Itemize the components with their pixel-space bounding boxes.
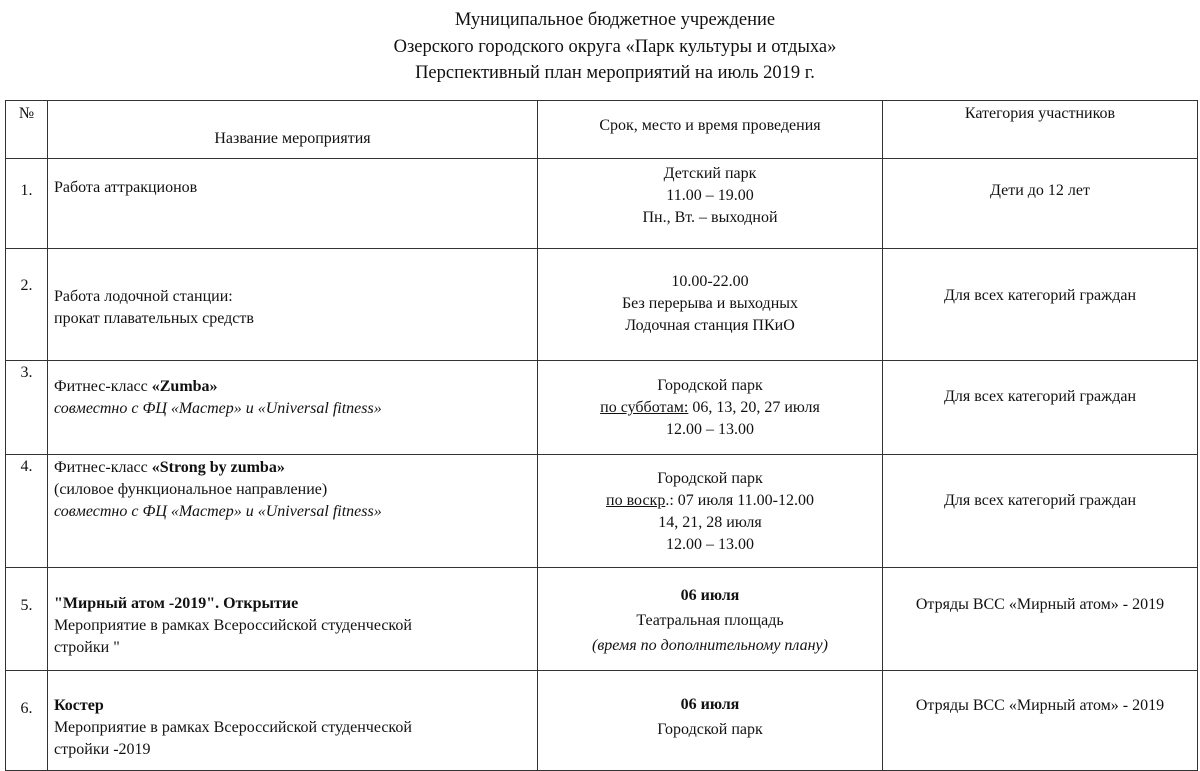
row-num: 2. (6, 249, 48, 361)
event-description: (силовое функциональное направление) (54, 481, 328, 498)
event-partners: совместно с ФЦ «Мастер» и «Universal fitness» (54, 400, 382, 417)
event-name-prefix: Фитнес-класс (54, 378, 152, 395)
event-time: 12.00 – 13.00 (666, 421, 754, 438)
event-partners: совместно с ФЦ «Мастер» и «Universal fitness» (54, 503, 382, 520)
document-title: Перспективный план мероприятий на июль 2019 г. (415, 63, 815, 83)
event-schedule: Без перерыва и выходных (621, 295, 798, 312)
event-time-note: (время по дополнительному плану) (592, 637, 828, 654)
event-time: 10.00-22.00 (671, 273, 749, 290)
table-row (6, 455, 1198, 568)
table-header-row (6, 101, 1198, 159)
col-header-name: Название мероприятия (48, 101, 538, 159)
event-name-prefix: Фитнес-класс (54, 459, 152, 476)
table-row (6, 361, 1198, 455)
event-dates: 06, 13, 20, 27 июля (688, 399, 820, 416)
row-num: 1. (6, 159, 48, 249)
event-days-off: Пн., Вт. – выходной (642, 209, 778, 226)
col-header-when: Срок, место и время проведения (538, 101, 883, 159)
table-row (6, 159, 1198, 249)
event-description: Мероприятие в рамках Всероссийской студенческой (54, 617, 412, 634)
event-category: Дети до 12 лет (883, 159, 1198, 249)
event-name: «Zumba» (151, 378, 218, 395)
col-header-num: № (6, 101, 48, 159)
event-subtitle: прокат плавательных средств (54, 310, 254, 327)
event-name: Работа аттракционов (54, 179, 198, 196)
event-name: "Мирный атом -2019". Открытие (54, 595, 299, 612)
event-dates-more: 14, 21, 28 июля (658, 514, 762, 531)
events-table (5, 100, 1198, 771)
event-place: Театральная площадь (636, 612, 784, 629)
event-place: Городской парк (657, 721, 763, 738)
event-category: Отряды ВСС «Мирный атом» - 2019 (883, 568, 1198, 671)
event-days-label: по субботам: (600, 399, 689, 416)
org-name-line1: Муниципальное бюджетное учреждение (454, 10, 776, 30)
event-time: 11.00 – 19.00 (666, 187, 754, 204)
table-row (6, 568, 1198, 671)
row-num: 4. (6, 455, 48, 568)
event-date: 06 июля (680, 696, 740, 713)
event-place: Городской парк (657, 470, 763, 487)
event-category: Отряды ВСС «Мирный атом» - 2019 (883, 671, 1198, 771)
event-name: Работа лодочной станции: (54, 288, 233, 305)
event-dates: .: 07 июля 11.00-12.00 (665, 492, 814, 509)
row-num: 3. (6, 361, 48, 455)
table-row (6, 249, 1198, 361)
event-place: Лодочная станция ПКиО (625, 317, 795, 334)
col-header-category: Категория участников (883, 101, 1198, 159)
event-time: 12.00 – 13.00 (666, 536, 754, 553)
org-name-line2: Озерского городского округа «Парк культуры и отдыха» (393, 37, 837, 57)
event-category: Для всех категорий граждан (883, 361, 1198, 455)
event-date: 06 июля (680, 587, 740, 604)
event-description-cont: стройки " (54, 639, 120, 656)
event-days-label: по воскр (606, 492, 666, 509)
row-num: 6. (6, 671, 48, 771)
event-name: «Strong by zumba» (151, 459, 285, 476)
event-place: Детский парк (663, 165, 757, 182)
event-name: Костер (54, 697, 104, 714)
row-num: 5. (6, 568, 48, 671)
event-place: Городской парк (657, 377, 763, 394)
event-description: Мероприятие в рамках Всероссийской студенческой (54, 719, 412, 736)
event-category: Для всех категорий граждан (883, 455, 1198, 568)
table-row (6, 671, 1198, 771)
event-description-cont: стройки -2019 (54, 741, 151, 758)
event-category: Для всех категорий граждан (883, 249, 1198, 361)
